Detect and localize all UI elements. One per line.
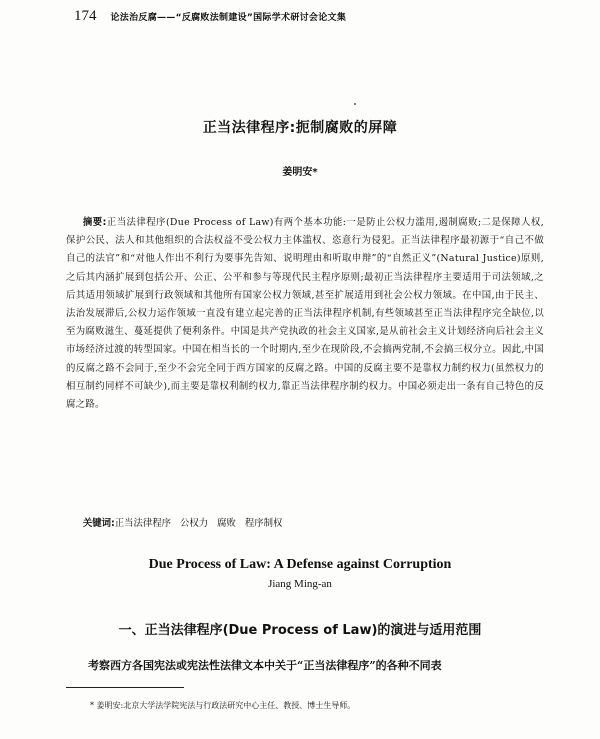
abstract <box>66 214 544 414</box>
scan-speck <box>354 103 356 105</box>
keyword: 公权力 <box>180 518 209 529</box>
body-paragraph-start: 考察西方各国宪法或宪法性法律文本中关于“正当法律程序”的各种不同表 <box>88 659 442 672</box>
keyword: 正当法律程序 <box>114 518 172 529</box>
keywords <box>66 515 544 533</box>
article-author: 姜明安* <box>282 167 318 178</box>
abstract-text: 正当法律程序(Due Process of Law)有两个基本功能:一是防止公权力滥用,遏制腐败;二是保障人权,保护公民、法人和其他组织的合法权益不受公权力主体滥权、恣意行为侵犯。正当法律程序最初源于“自己不做自己的法官”和“对他人作出不利行为要事先告知、说明理由和听取申辩”的“自然正义”(Natural Justice)原则,之后其内涵扩展到包括公开、公正、公平和参与等现代民主程序原则;最初正当法律程序主要适用于司法领域,之后其适用领域扩展到行政领域和其他所有国家公权力领域,甚至扩展适用到社会公权力领域。在中国,由于民主、法治发展滞后,公权力运作领域一直没有建立起完善的正当法律程序机制,有些领域甚至正当法律程序完全缺位,以至为腐败滋生、蔓延提供了便利条件。中国是共产党执政的社会主义国家,是从前社会主义计划经济向后社会主义市场经济过渡的转型国家。中国在相当长的一个时期内,至少在现阶段,不会搞两党制,不会搞三权分立。因此,中国的反腐之路不会同于,至少不会完全同于西方国家的反腐之路。中国的反腐主要不是靠权力制约权力(虽然权力的相互制约同样不可缺少),而主要是靠权利制约权力,靠正当法律程序制约权力。中国必须走出一条有自己特色的反腐之路。 <box>66 217 545 411</box>
keyword: 程序制权 <box>244 518 283 529</box>
article-title: 正当法律程序:扼制腐败的屏障 <box>202 120 398 136</box>
keywords-label: 关键词: <box>82 518 115 529</box>
section-heading: 一、正当法律程序(Due Process of Law)的演进与适用范围 <box>118 623 482 638</box>
english-author: Jiang Ming-an <box>268 578 332 590</box>
keyword: 腐败 <box>217 518 236 529</box>
running-head <box>74 8 346 25</box>
series-title: 论法治反腐——“反腐败法制建设”国际学术研讨会论文集 <box>110 13 347 23</box>
english-title: Due Process of Law: A Defense against Corruption <box>148 557 452 572</box>
abstract-label: 摘要: <box>82 217 107 228</box>
footnote: * 姜明安:北京大学法学院宪法与行政法研究中心主任、教授、博士生导师。 <box>90 701 356 710</box>
page-number: 174 <box>74 8 97 24</box>
footnote-divider <box>66 687 184 688</box>
